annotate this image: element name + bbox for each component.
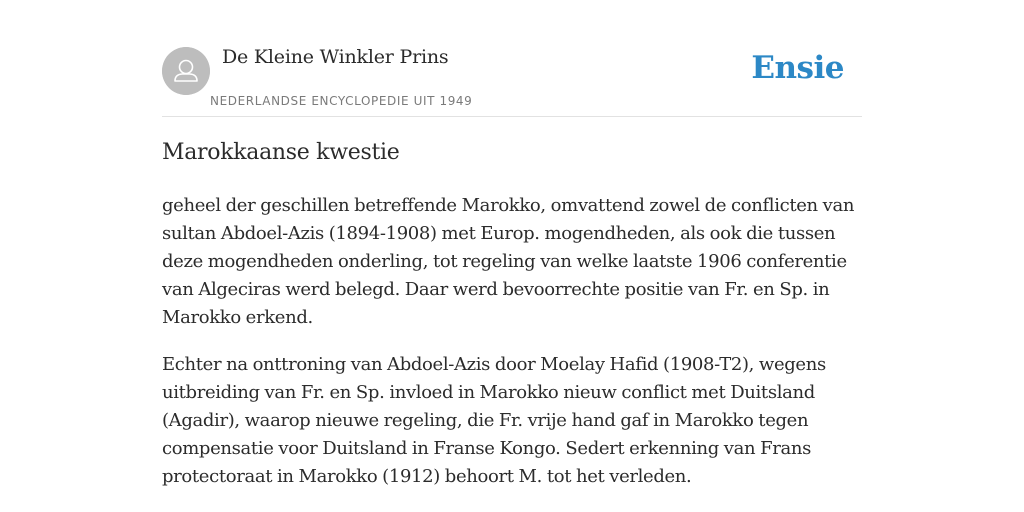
article-title: Marokkaanse kwestie <box>162 140 400 165</box>
user-avatar-glyph <box>162 47 210 95</box>
source-header <box>162 0 862 117</box>
page-container <box>162 0 862 487</box>
article-body <box>162 192 862 510</box>
brand-logo-link[interactable]: Ensie <box>751 50 844 86</box>
article-paragraph-2: Echter na onttroning van Abdoel-Azis door Moelay Hafid (1908-T2), wegens uitbreiding van Fr. en Sp. invloed in Marokko nieuw conflict met Duitsland (Agadir), waarop nieuwe regeling, die Fr. vrije hand gaf in Marokko tegen compensatie voor Duitsland in Franse Kongo. Sedert erkenning van Frans protectoraat in Marokko (1912) behoort M. tot het verleden. <box>162 354 826 487</box>
article-paragraph-1: geheel der geschillen betreffende Marokko, omvattend zowel de conflicten van sultan Abdoel-Azis (1894-1908) met Europ. mogendheden, als ook die tussen deze mogendheden onderling, tot regeling van welke laatste 1906 conferentie van Algeciras werd belegd. Daar werd bevoorrechte positie van Fr. en Sp. in Marokko erkend. <box>162 195 855 328</box>
source-name-link[interactable]: De Kleine Winkler Prins <box>222 46 449 68</box>
source-subtitle: NEDERLANDSE ENCYCLOPEDIE UIT 1949 <box>210 94 473 108</box>
user-avatar-icon[interactable] <box>162 47 210 95</box>
